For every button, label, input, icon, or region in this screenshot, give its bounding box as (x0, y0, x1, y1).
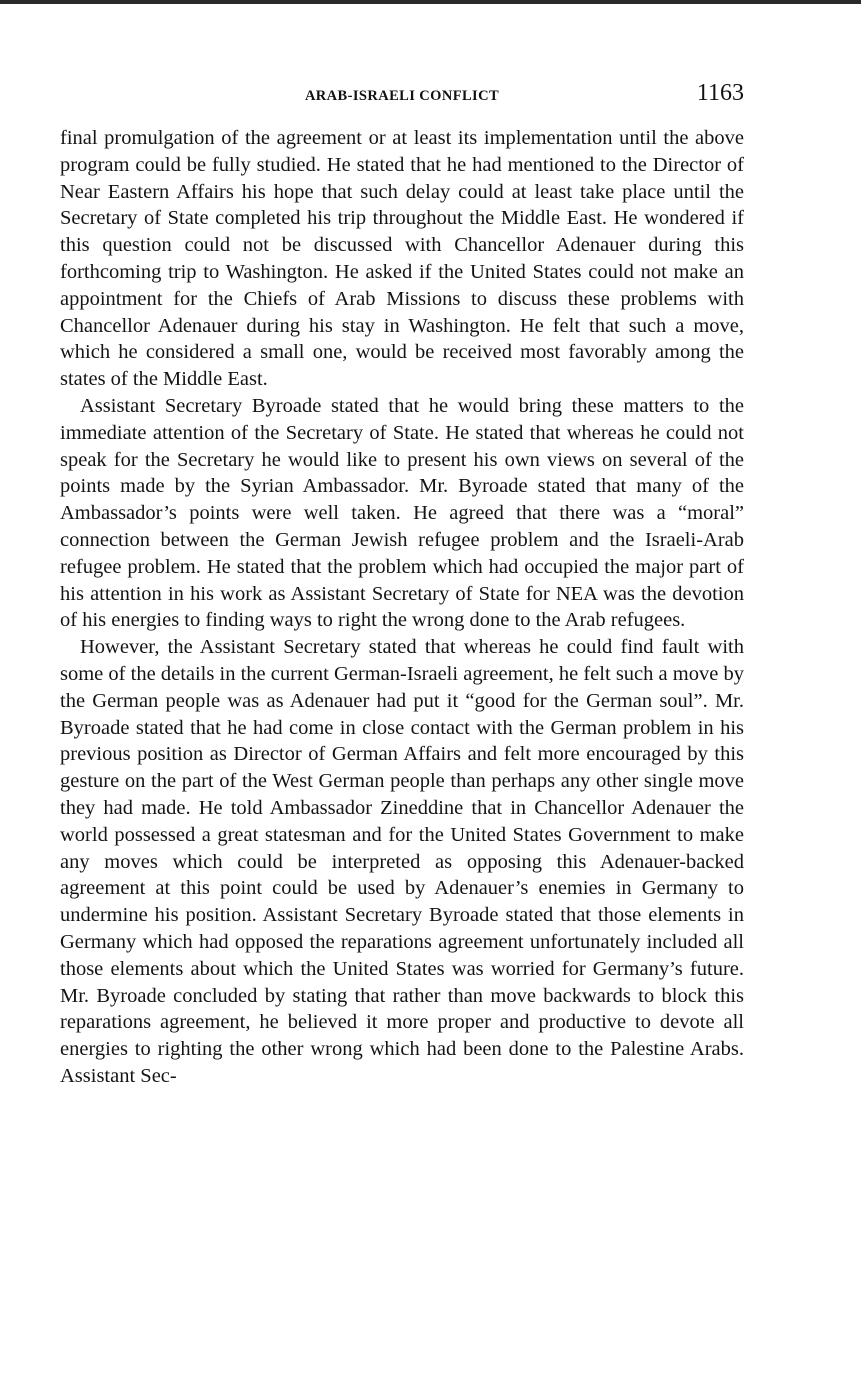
paragraph-byroade-response: Assistant Secretary Byroade stated that he would bring these matters to the immediate attention of the Secretary of State. He stated that whereas he could not speak for the Secretary he would like to present his own views on several of the points made by the Syrian Ambassador. Mr. Byroade stated that many of the Ambassador’s points were well taken. He agreed that there was a “moral” connection between the German Jewish refugee problem and the Israeli-Arab refugee problem. He stated that the problem which had occupied the major part of his attention in his work as Assistant Secretary of State for NEA was the devotion of his energies to finding ways to right the wrong done to the Arab refugees. (60, 394, 744, 632)
top-border-rule (0, 0, 861, 4)
body-text (60, 125, 744, 1090)
running-title: ARAB-ISRAELI CONFLICT (304, 88, 500, 104)
page-number: 1163 (696, 80, 744, 106)
paragraph-german-agreement: However, the Assistant Secretary stated that whereas he could find fault with some of the details in the current German-Israeli agreement, he felt such a move by the German people was as Adenauer had put it “good for the German soul”. Mr. Byroade stated that he had come in close contact with the German problem in his previous position as Director of German Affairs and felt more encouraged by this gesture on the part of the West German people than perhaps any other single move they had made. He told Ambassador Zineddine that in Chancellor Adenauer the world possessed a great statesman and for the United States Government to make any moves which could be interpreted as opposing this Adenauer-backed agreement at this point could be used by Adenauer’s enemies in Germany to undermine his position. Assistant Secretary Byroade stated that those elements in Germany which had opposed the reparations agreement unfortunately included all those elements about which the United States was worried for Germany’s future. Mr. Byroade concluded by stating that rather than move backwards to block this reparations agreement, he believed it more proper and productive to devote all energies to righting the other wrong which had been done to the Palestine Arabs. Assistant Sec- (60, 636, 744, 1087)
paragraph-continued: final promulgation of the agreement or at least its implementation until the above program could be fully studied. He stated that he had mentioned to the Director of Near Eastern Affairs his hope that such delay could at least take place until the Secretary of State completed his trip throughout the Middle East. He wondered if this question could not be discussed with Chancellor Adenauer during this forthcoming trip to Washington. He asked if the United States could not make an appointment for the Chiefs of Arab Missions to discuss these problems with Chancellor Adenauer during his stay in Washington. He felt that such a move, which he considered a small one, would be received most favorably among the states of the Middle East. (60, 127, 744, 391)
running-header (60, 80, 744, 116)
